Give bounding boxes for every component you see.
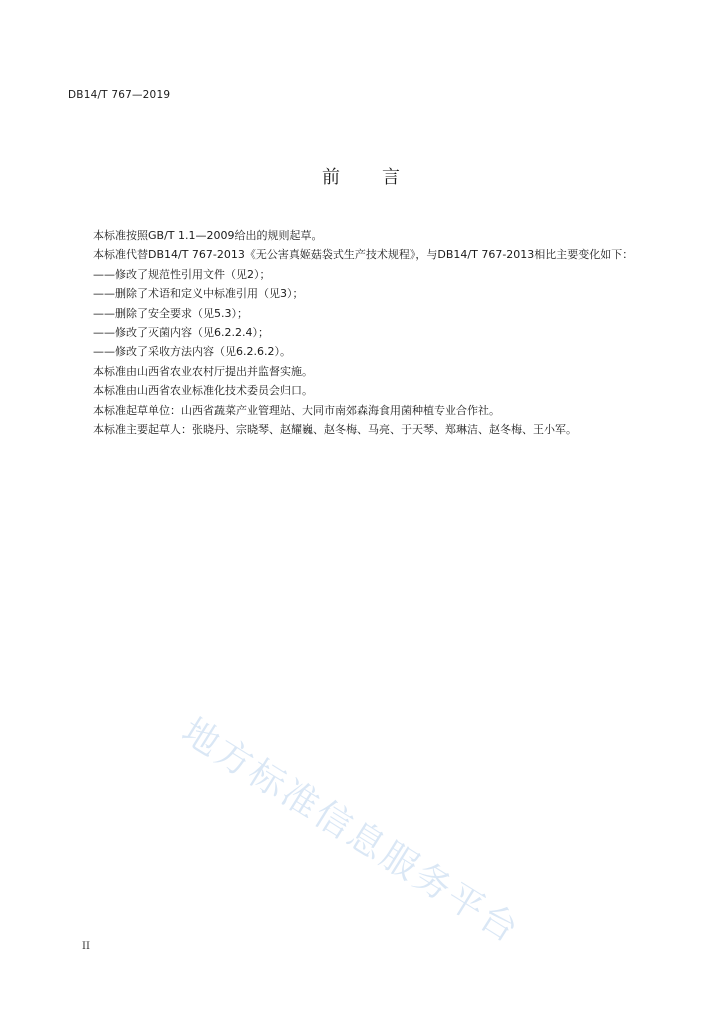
- title-char-1: 前: [322, 167, 342, 188]
- change-item-references: ——修改了规范性引用文件（见2）；: [93, 267, 271, 281]
- paragraph-drafting-units: 本标准起草单位：山西省蔬菜产业管理站、大同市南郊森海食用菌种植专业合作社。: [93, 403, 500, 417]
- change-item-safety: ——删除了安全要求（见5.3）；: [93, 306, 248, 320]
- paragraph-replacement: 本标准代替DB14/T 767-2013《无公害真姬菇袋式生产技术规程》，与DB14/T 767-2013相比主要变化如下：: [93, 248, 634, 262]
- title-char-2: 言: [382, 167, 402, 188]
- paragraph-drafters: 本标准主要起草人：张晓丹、宗晓琴、赵耀巍、赵冬梅、马亮、于天琴、郑琳洁、赵冬梅、王小军。: [93, 423, 577, 437]
- change-item-terms: ——删除了术语和定义中标准引用（见3）；: [93, 287, 304, 301]
- paragraph-proposer: 本标准由山西省农业农村厅提出并监督实施。: [93, 364, 313, 378]
- foreword-body: [68, 226, 658, 439]
- change-item-harvest: ——修改了采收方法内容（见6.2.6.2）。: [93, 345, 291, 359]
- paragraph-committee: 本标准由山西省农业标准化技术委员会归口。: [93, 384, 313, 398]
- page-number: II: [82, 941, 90, 952]
- paragraph-drafting-rules: 本标准按照GB/T 1.1—2009给出的规则起草。: [93, 229, 323, 242]
- document-code: DB14/T 767—2019: [68, 89, 171, 101]
- page-title: [0, 163, 724, 189]
- change-item-sterilization: ——修改了灭菌内容（见6.2.2.4）；: [93, 326, 269, 340]
- watermark: 地方标准信息服务平台: [174, 710, 528, 953]
